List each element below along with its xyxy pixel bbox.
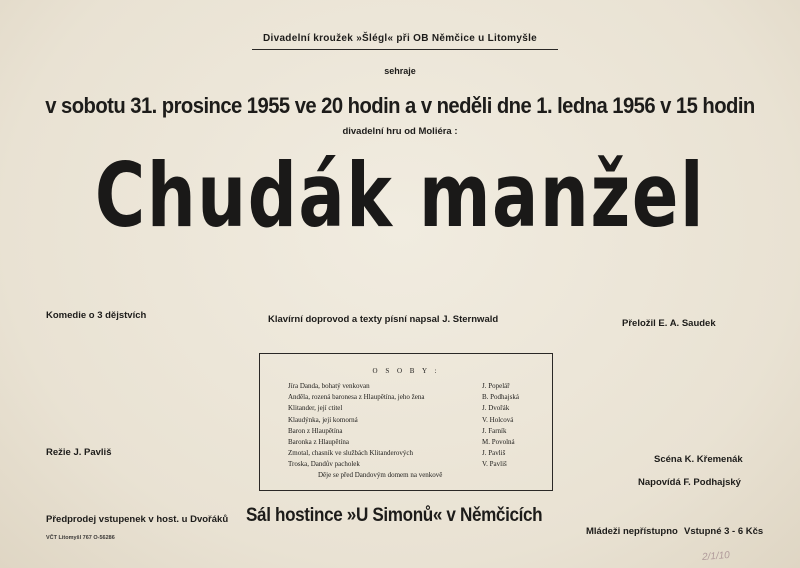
music-credit: Klavírní doprovod a texty písní napsal J. Sternwald [268, 314, 499, 325]
cast-row [288, 459, 546, 470]
director-credit: Režie J. Pavliš [46, 447, 112, 458]
venue: Sál hostince »U Simonů« v Němčicích [246, 505, 543, 526]
cast-actor: V. Pavliš [482, 460, 507, 469]
cast-role: Baronka z Hlaupětína [288, 437, 350, 446]
cast-list [288, 381, 546, 471]
cast-role: Anděla, rozená baronesa z Hlaupětína, jeho žena [288, 393, 425, 402]
cast-row [288, 426, 546, 437]
cast-actor: J. Popelář [482, 382, 510, 390]
cast-heading: O S O B Y : [372, 367, 440, 375]
cast-role: Troska, Dandův pacholek [288, 460, 360, 469]
cast-row [288, 448, 546, 459]
presents-label: sehraje [384, 66, 416, 76]
cast-actor: M. Povolná [482, 437, 515, 446]
printer-imprint: VČT Litomyšl 767 O-56286 [46, 535, 115, 541]
cast-role: Baron z Hlaupětína [288, 426, 343, 435]
cast-role: Zmotal, chasník ve službách Klitanderových [288, 449, 413, 458]
performance-dates: v sobotu 31. prosince 1955 ve 20 hodin a v neděli dne 1. ledna 1956 v 15 hodin [45, 93, 755, 118]
cast-role: Jíra Danda, bohatý venkovan [288, 382, 370, 390]
cast-actor: V. Holcová [482, 415, 514, 424]
theatre-company: Divadelní kroužek »Šlégl« při OB Němčice u Litomyšle [262, 33, 538, 44]
cast-row [288, 403, 546, 414]
cast-row [288, 381, 546, 392]
cast-role: Klaudýnka, její komorná [288, 415, 358, 424]
cast-actor: J. Dvořák [482, 404, 510, 413]
cast-role: Klitander, její ctitel [288, 404, 343, 413]
cast-actor: J. Farník [482, 426, 507, 435]
setting-note: Děje se před Dandovým domem na venkově [318, 471, 443, 479]
cast-actor: B. Podhajská [482, 393, 519, 402]
prompter-credit: Napovídá F. Podhajský [638, 477, 741, 488]
header-rule [252, 49, 558, 50]
cast-row [288, 437, 546, 448]
cast-row [288, 415, 546, 426]
admission-price: Vstupné 3 - 6 Kčs [684, 526, 764, 537]
translator-credit: Přeložil E. A. Saudek [622, 318, 716, 329]
play-title: Chudák manžel [94, 144, 706, 247]
cast-row [288, 392, 546, 403]
playwright-line: divadelní hru od Moliéra : [342, 126, 458, 137]
cast-actor: J. Pavliš [482, 449, 506, 458]
genre: Komedie o 3 dějstvích [46, 310, 147, 321]
presale-info: Předprodej vstupenek v host. u Dvořáků [46, 514, 229, 525]
cast-list-box [259, 353, 553, 491]
pencil-annotation: 2/1/10 [701, 550, 731, 563]
age-restriction: Mládeži nepřístupno [586, 526, 678, 537]
scenery-credit: Scéna K. Křemenák [654, 454, 743, 465]
